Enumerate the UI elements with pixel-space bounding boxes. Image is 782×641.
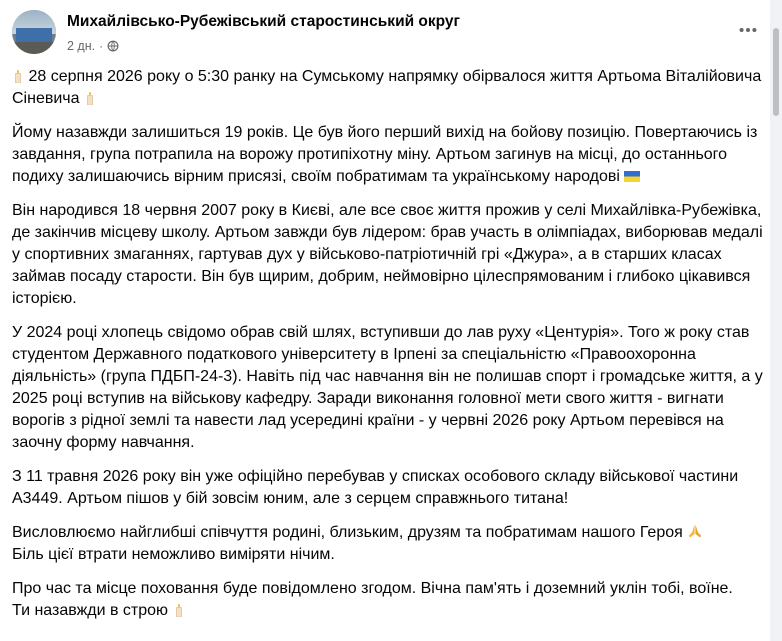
candle-icon	[12, 69, 24, 83]
paragraph-6-line-1: Висловлюємо найглибші співчуття родині, близьким, друзям та побратимам нашого Героя	[12, 524, 683, 541]
post-timestamp[interactable]: 2 дн.	[67, 39, 96, 53]
paragraph-2-text: Йому назавжди залишиться 19 років. Це був його перший вихід на бойову позицію. Повертаючись із завдання, група потрапила на ворожу протипіхотну міну. Артьом загинув на місці, до останнього подиху залишаючись вірним присязі, своїм побратимам та українському народові	[12, 124, 758, 185]
candle-icon	[173, 603, 185, 617]
post-body	[12, 66, 772, 634]
more-horizontal-icon	[737, 19, 759, 41]
paragraph-5: З 11 травня 2026 року він уже офіційно перебував у списках особового складу військової частини А3449. Артьом пішов у бій зовсім юним, але з серцем справжнього титана!	[12, 468, 739, 507]
paragraph-4: У 2024 році хлопець свідомо обрав свій шлях, вступивши до лав руху «Центурія». Того ж року став студентом Державного податкового університету в Ірпені за спеціальністю «Правоохоронна діяльність» (група ПДБП-24-3). Навіть під час навчання він не полишав спорт і громадське життя, а у 2025 році вступив на військову кафедру. Заради виконання головної мети свого життя - вигнати ворогів з рідної землі та навести лад усередині країни - у червні 2026 року Артьом перевівся на заочну форму навчання.	[12, 324, 763, 451]
avatar-ground	[12, 42, 56, 54]
paragraph-3: Він народився 18 червня 2007 року в Києві, але все своє життя прожив у селі Михайлівка-Рубежівка, де закінчив місцеву школу. Артьом завжди був лідером: брав участь в олімпіадах, виборював медалі у спортивних змаганнях, гартував дух у військово-патріотичній грі «Джура», а в старших класах займав посаду старости. Він був щирим, добрим, неймовірно цілеспрямованим і глибоко цікавився історією.	[12, 202, 763, 307]
ukraine-flag-icon	[624, 171, 640, 182]
meta-separator: ·	[99, 39, 104, 53]
globe-icon[interactable]	[107, 40, 119, 52]
paragraph-7-line-1: Про час та місце поховання буде повідомлено згодом. Вічна пам'ять і доземний уклін тобі, воїне.	[12, 580, 733, 597]
paragraph-1-text: 28 серпня 2026 року о 5:30 ранку на Сумському напрямку обірвалося життя Артьома Віталійовича Сіневича	[12, 68, 762, 107]
scrollbar-thumb[interactable]	[773, 28, 779, 116]
paragraph-6	[12, 522, 772, 566]
paragraph-7-line-2: Ти назавжди в строю	[12, 602, 169, 619]
paragraph-7	[12, 578, 772, 622]
paragraph-1	[12, 66, 772, 110]
more-options-button[interactable]	[734, 16, 762, 44]
page-name-link[interactable]: Михайлівсько-Рубежівський старостинський округ	[67, 13, 460, 30]
paragraph-6-line-2: Біль цієї втрати неможливо виміряти нічим.	[12, 546, 335, 563]
page-avatar[interactable]	[12, 10, 56, 54]
paragraph-2	[12, 122, 772, 188]
candle-icon	[84, 91, 96, 105]
page-scrollbar[interactable]	[770, 0, 782, 641]
post-meta	[67, 39, 119, 53]
post-header	[12, 10, 762, 56]
praying-hands-icon	[687, 523, 703, 539]
